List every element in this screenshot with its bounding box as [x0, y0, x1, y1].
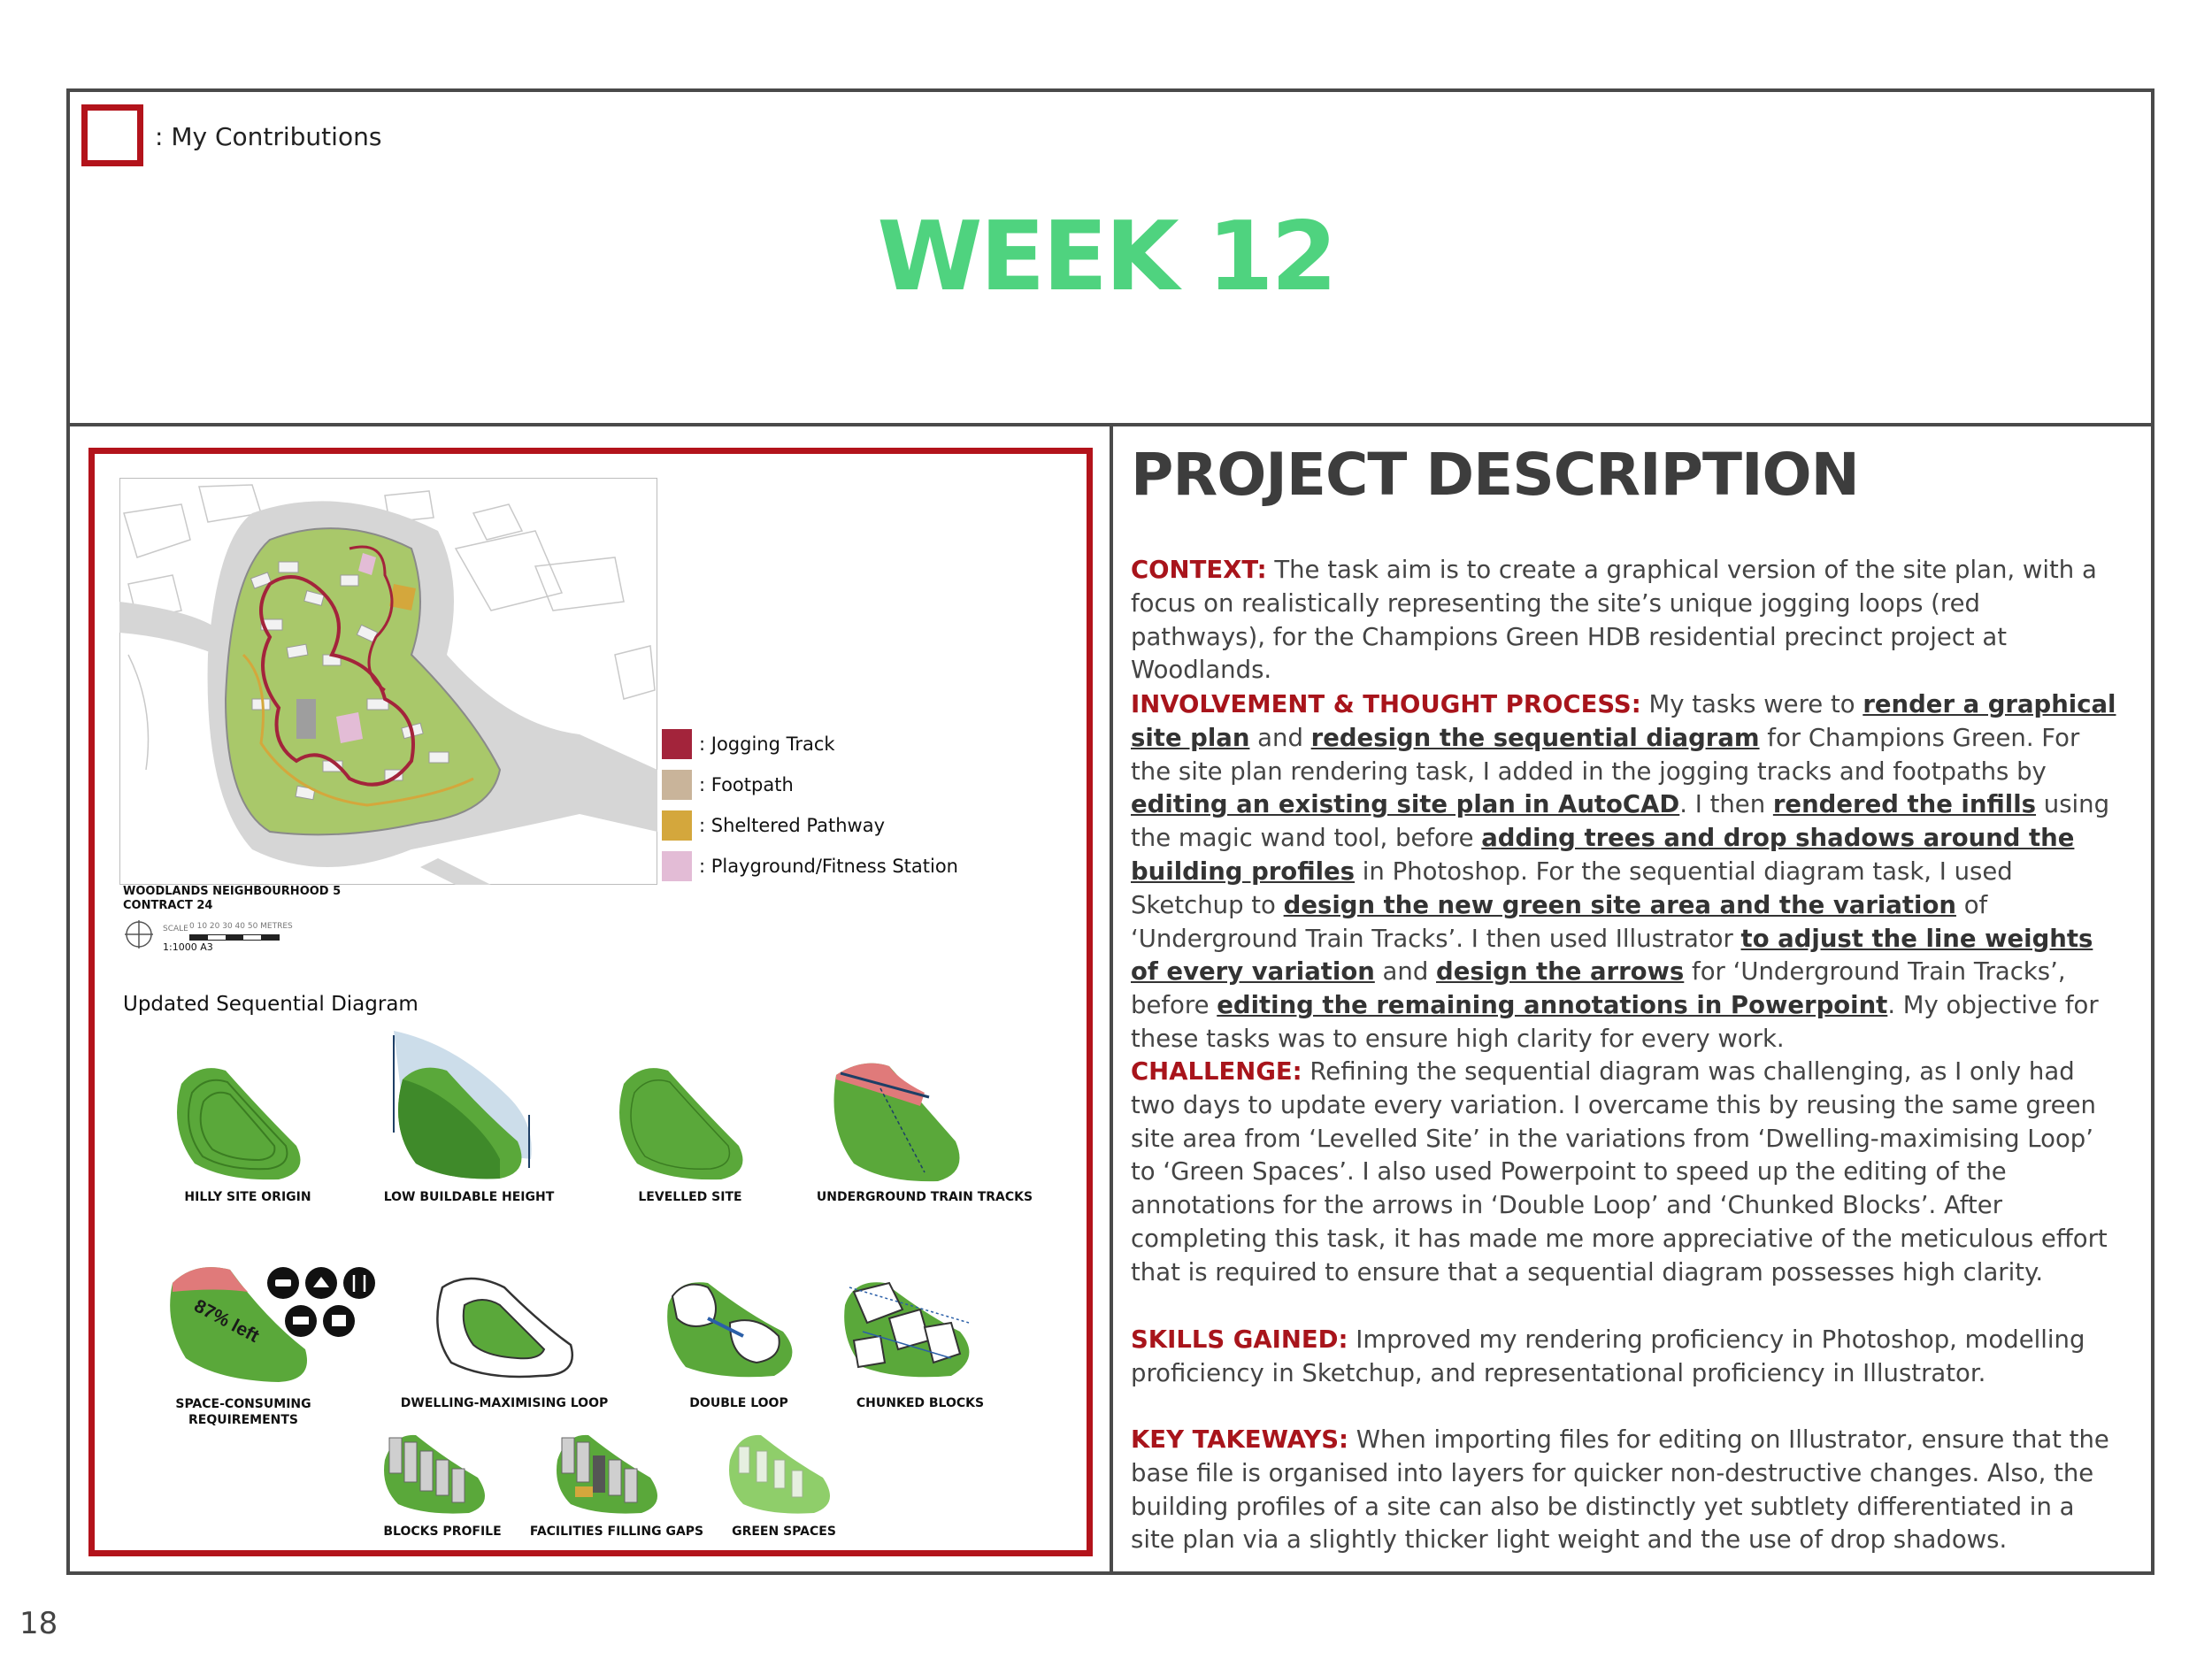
- key-sheltered-pathway: [662, 810, 885, 841]
- footpath-swatch: [662, 770, 692, 800]
- diagram-facilities-filling-gaps: [549, 1425, 672, 1522]
- column-divider: [1110, 425, 1113, 1575]
- playground-swatch: [662, 851, 692, 881]
- sheltered-pathway-swatch: [662, 810, 692, 841]
- diagram-caption: DWELLING-MAXIMISING LOOP: [400, 1396, 609, 1410]
- jogging-track-swatch: [662, 729, 692, 759]
- key-label: : Sheltered Pathway: [699, 815, 885, 836]
- diagram-caption: FACILITIES FILLING GAPS: [529, 1525, 704, 1539]
- scale-ratio: 1:1000 A3: [163, 941, 213, 953]
- skills-text: Improved my rendering proficiency in Photoshop, modelling proficiency in Sketchup, and representational proficiency in Illustrator.: [1131, 1325, 2085, 1387]
- north-arrow-icon: [123, 918, 158, 950]
- involvement-highlight: render a graphical site plan: [1131, 690, 2116, 752]
- context-label: CONTEXT:: [1131, 556, 1267, 584]
- contribution-legend-swatch: [81, 104, 143, 166]
- involvement-label: INVOLVEMENT & THOUGHT PROCESS:: [1131, 690, 1641, 718]
- contribution-legend-label: : My Contributions: [155, 122, 382, 151]
- key-jogging-track: [662, 729, 835, 759]
- diagram-caption: BLOCKS PROFILE: [383, 1525, 502, 1539]
- diagram-caption: DOUBLE LOOP: [689, 1396, 788, 1410]
- scale-ticks: 0 10 20 30 40 50 METRES: [189, 922, 293, 931]
- diagram-underground-train-tracks: [827, 1057, 987, 1186]
- diagram-double-loop: [659, 1270, 818, 1385]
- diagram-caption: UNDERGROUND TRAIN TRACKS: [816, 1190, 1033, 1204]
- takeaways-paragraph: [1131, 1424, 2122, 1557]
- diagram-caption: SPACE-CONSUMING REQUIREMENTS: [175, 1397, 311, 1427]
- annotation-87-left: 87% left: [190, 1295, 263, 1347]
- skills-paragraph: [1131, 1324, 2122, 1391]
- diagram-green-spaces: [721, 1425, 845, 1522]
- involvement-highlight: rendered the infills: [1772, 790, 2037, 819]
- diagram-caption: HILLY SITE ORIGIN: [184, 1190, 311, 1204]
- challenge-paragraph: [1131, 1056, 2122, 1290]
- involvement-text: in Photoshop. For the sequential diagram task, I used Sketchup to: [1131, 856, 2013, 919]
- diagram-blocks-profile: [376, 1425, 500, 1522]
- diagram-caption: CHUNKED BLOCKS: [856, 1396, 985, 1410]
- diagram-levelled-site: [606, 1057, 765, 1186]
- diagram-caption: LEVELLED SITE: [638, 1190, 742, 1204]
- involvement-highlight: editing an existing site plan in AutoCAD: [1131, 790, 1680, 819]
- page-number: 18: [19, 1606, 58, 1641]
- involvement-highlight: editing the remaining annotations in Powerpoint: [1217, 991, 1888, 1020]
- diagram-chunked-blocks: [836, 1270, 995, 1385]
- context-text: The task aim is to create a graphical version of the site plan, with a focus on realistically representing the site’s unique jogging loops (red pathways), for the Champions Green HDB residential precinct project at Woodlands.: [1131, 556, 2097, 685]
- sequential-diagram-label: Updated Sequential Diagram: [123, 993, 419, 1016]
- involvement-text: . I then: [1679, 790, 1773, 819]
- description-heading: PROJECT DESCRIPTION: [1131, 441, 1859, 509]
- context-paragraph: [1131, 554, 2122, 687]
- challenge-text: Refining the sequential diagram was challenging, as I only had two days to update every variation. I overcame this by reusing the same green site area from ‘Levelled Site’ in the variations from ‘Dwelling-maximising Loop’ to ‘Green Spaces’. I also used Powerpoint to speed up the editing of the annotations for the arrows in ‘Double Loop’ and ‘Chunked Blocks’. After completing this task, it has made me more appreciative of the meticulous effort that is required to ensure that a sequential diagram possesses high clarity.: [1131, 1057, 2108, 1286]
- map-title-line2: CONTRACT 24: [123, 899, 213, 912]
- involvement-text: for Champions Green. For the site plan rendering task, I added in the jogging tracks and footpaths by: [1131, 723, 2080, 786]
- diagram-low-buildable-height: [385, 1026, 544, 1186]
- involvement-text: of ‘Underground Train Tracks’. I then used Illustrator: [1131, 890, 1988, 953]
- facility-icons: [265, 1263, 380, 1343]
- involvement-text: using the magic wand tool, before: [1131, 790, 2110, 853]
- key-label: : Jogging Track: [699, 733, 835, 755]
- involvement-text: My tasks were to: [1640, 690, 1863, 718]
- involvement-paragraph: [1131, 688, 2122, 1056]
- skills-label: SKILLS GAINED:: [1131, 1325, 1348, 1354]
- map-title: [123, 885, 341, 913]
- page-title: WEEK 12: [877, 202, 1335, 312]
- involvement-text: and: [1249, 723, 1311, 752]
- involvement-highlight: adding trees and drop shadows around the building profiles: [1131, 824, 2075, 886]
- diagram-hilly-site-origin: [164, 1057, 323, 1186]
- takeaways-label: KEY TAKEWAYS:: [1131, 1425, 1349, 1454]
- key-label: : Footpath: [699, 774, 794, 795]
- challenge-label: CHALLENGE:: [1131, 1057, 1302, 1086]
- involvement-highlight: design the arrows: [1436, 957, 1685, 987]
- scale-label: SCALE: [163, 925, 188, 933]
- involvement-highlight: to adjust the line weights of every variation: [1131, 924, 2093, 987]
- diagram-caption: LOW BUILDABLE HEIGHT: [383, 1190, 555, 1204]
- key-label: : Playground/Fitness Station: [699, 856, 958, 877]
- diagram-caption: GREEN SPACES: [732, 1525, 836, 1539]
- takeaways-text: When importing files for editing on Illustrator, ensure that the base file is organised into layers for quicker non-destructive changes. Also, the building profiles of a site can also be distinctly yet subtlety differentiated in a site plan via a slightly thicker light weight and the use of drop shadows.: [1131, 1425, 2109, 1555]
- diagram-dwelling-maximising-loop: [425, 1270, 584, 1385]
- involvement-highlight: redesign the sequential diagram: [1310, 723, 1760, 752]
- involvement-text: for ‘Underground Train Tracks’, before: [1131, 957, 2066, 1020]
- involvement-highlight: design the new green site area and the variation: [1283, 890, 1956, 919]
- involvement-text: . My objective for these tasks was to ensure high clarity for every work.: [1131, 991, 2099, 1053]
- involvement-text: and: [1374, 957, 1437, 987]
- site-plan-render: [119, 478, 657, 885]
- map-title-line1: WOODLANDS NEIGHBOURHOOD 5: [123, 885, 342, 898]
- key-footpath: [662, 770, 794, 800]
- key-playground: [662, 851, 958, 881]
- scale-bar: [189, 934, 280, 941]
